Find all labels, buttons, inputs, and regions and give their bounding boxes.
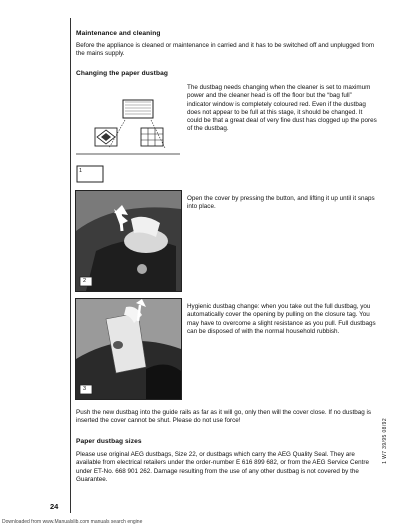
- figure-1: [75, 82, 181, 185]
- indicator-window-illustration: [75, 82, 181, 185]
- push-text: Push the new dustbag into the guide rails as far as it will go, only then will the cover close. If no dustbag is inserted the cover cannot be shut. Please do not use force!: [76, 409, 372, 425]
- figure-2-number: 2: [83, 278, 87, 284]
- margin-rule: [70, 18, 71, 513]
- heading-changing: Changing the paper dustbag: [76, 70, 168, 77]
- document-code: 1 W7 39/95 08/92: [382, 418, 388, 464]
- intro-text: Before the appliance is cleaned or maintenance in carried and it has to be switched off and unplugged from the mains supply.: [76, 42, 375, 58]
- heading-paper-dustbag-sizes: Paper dustbag sizes: [76, 438, 142, 445]
- download-footer: Downloaded from www.Manualslib.com manuals search engine: [2, 519, 143, 525]
- figure-3: [75, 298, 182, 400]
- step-1-text: The dustbag needs changing when the cleaner is set to maximum power and the cleaner head is off the floor but the “bag full” indicator window is completely coloured red. Even if the dustbag does not appear to be full at this stage, it should be changed. It could be that a great deal of very fine dust has clogged up the pores of the dustbag.: [187, 84, 377, 133]
- heading-maintenance: Maintenance and cleaning: [76, 30, 161, 37]
- page-number: 24: [50, 502, 59, 511]
- cover-opening-photo: [76, 191, 181, 291]
- dustbag-removal-photo: [76, 299, 181, 399]
- sizes-text: Please use original AEG dustbags, Size 22, or dustbags which carry the AEG Quality Seal. They are available from electrical retailers under the order-number E 616 899 682, or from the AEG Service Centre under ET-No. 668 901 262. Damage resulting from the use of any other dustbag is not covered by the Guarantee.: [76, 451, 369, 483]
- step-2-text: Open the cover by pressing the button, and lifting it up until it snaps into place.: [187, 195, 375, 211]
- figure-3-number: 3: [83, 386, 87, 392]
- figure-2: [75, 190, 182, 292]
- step-3-text: Hygienic dustbag change: when you take out the full dustbag, you automatically cover the opening by pulling on the closure tag. You may have to overcome a slight resistance as you pull. Full dustbags can be disposed of with the normal household rubbish.: [187, 303, 376, 335]
- figure-1-number: 1: [79, 168, 83, 174]
